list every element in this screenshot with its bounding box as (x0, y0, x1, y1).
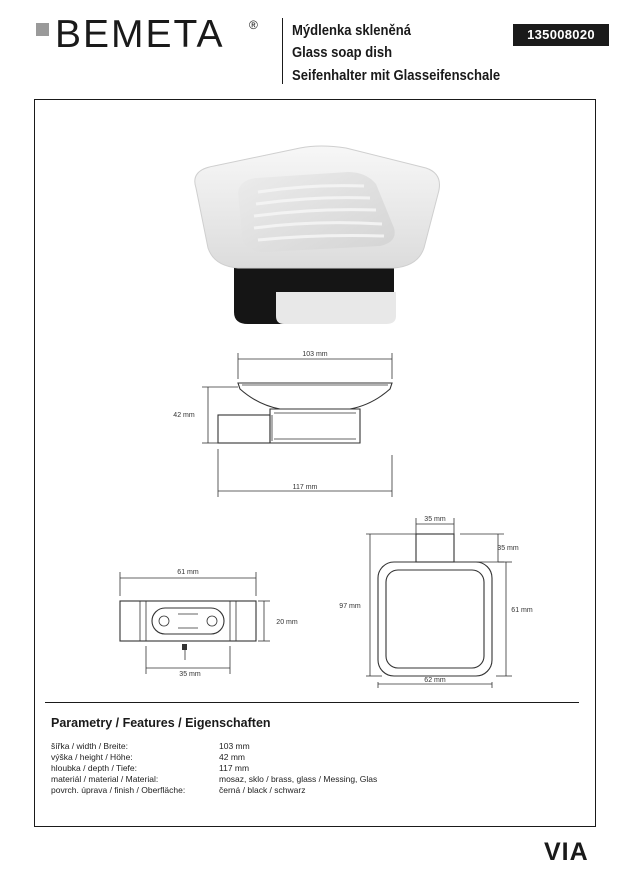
product-code: 135008020 (513, 24, 609, 46)
series-name: VIA (544, 838, 589, 866)
title-german: Seifenhalter mit Glasseifenschale (292, 68, 501, 84)
header-divider (282, 18, 283, 84)
dim-depth-label: 117 mm (292, 484, 318, 491)
dim-bracket-width-label: 35 mm (424, 516, 446, 523)
title-english: Glass soap dish (292, 45, 393, 61)
param-value: 42 mm (219, 752, 245, 762)
param-label: hloubka / depth / Tiefe: (51, 763, 138, 773)
param-label: povrch. úprava / finish / Oberfläche: (51, 785, 186, 795)
product-photo (180, 140, 450, 330)
param-label: šířka / width / Breite: (51, 741, 128, 751)
param-value: mosaz, sklo / brass, glass / Messing, Glas (219, 774, 378, 784)
params-heading: Parametry / Features / Eigenschaften (51, 716, 271, 730)
registered-mark: ® (249, 18, 258, 32)
param-value: černá / black / schwarz (219, 785, 306, 795)
param-label: výška / height / Höhe: (51, 752, 133, 762)
param-row (51, 785, 306, 796)
param-value: 103 mm (219, 741, 250, 751)
dim-width-label: 103 mm (302, 351, 328, 358)
wall-plate-drawing (110, 560, 310, 685)
dim-hole-spacing-label: 35 mm (179, 671, 201, 678)
brand-logo: BEMETA (55, 13, 225, 56)
logo-square (36, 23, 49, 36)
param-value: 117 mm (219, 763, 250, 773)
dim-bracket-depth-label: 35 mm (497, 545, 519, 552)
dim-total-depth-label: 97 mm (339, 603, 361, 610)
param-row (51, 752, 245, 763)
dim-plate-width-label: 61 mm (177, 569, 199, 576)
params-divider (45, 702, 579, 703)
top-view-drawing (330, 510, 550, 690)
dim-height-label: 42 mm (173, 412, 195, 419)
dim-plate-height-label: 20 mm (276, 619, 298, 626)
title-czech: Mýdlenka skleněná (292, 23, 411, 39)
dim-dish-depth-label: 61 mm (511, 607, 533, 614)
side-view-drawing (160, 345, 420, 505)
param-row (51, 774, 378, 785)
param-row (51, 763, 250, 774)
param-label: materiál / material / Material: (51, 774, 159, 784)
dim-dish-width-label: 62 mm (424, 677, 446, 684)
param-row (51, 741, 250, 752)
